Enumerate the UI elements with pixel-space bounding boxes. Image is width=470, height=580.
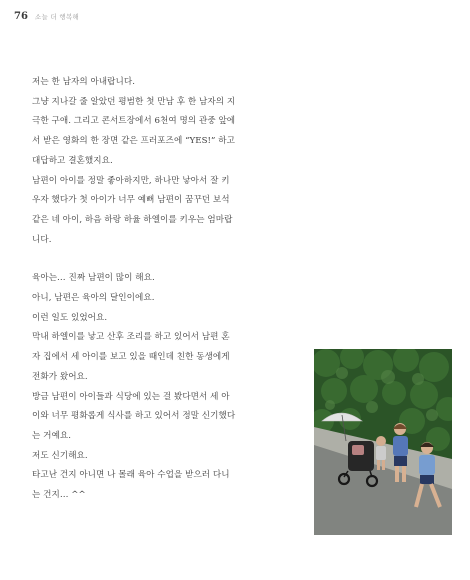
paragraph-parenting [32,269,284,505]
text-line: 이와 너무 평화롭게 식사를 하고 있어서 정말 신기했다 [32,411,236,422]
text-line: 막내 하엘이를 낳고 산후 조리를 하고 있어서 남편 혼 [32,332,230,343]
paragraph-intro [32,73,284,250]
text-line: 대답하고 결혼했지요. [32,155,113,166]
text-line: 극한 구애. 그리고 콘서트장에서 6천여 명의 관중 앞에 [32,116,236,127]
text-line: 전화가 왔어요. [32,371,88,382]
text-line: 저는 한 남자의 아내랍니다. [32,77,135,87]
text-line: 는 거예요. [32,430,71,441]
text-line: 방금 남편이 아이들과 식당에 있는 걸 봤다면서 세 아 [32,391,230,402]
body-text [32,73,284,525]
text-line: 남편이 아이를 정말 좋아하지만, 하나만 낳아서 잘 키 [32,175,230,186]
text-line: 타고난 건지 아니면 나 몰래 육아 수업을 받으러 다니 [32,470,230,481]
book-title: 소늘 더 행복해 [34,13,80,21]
text-line: 이런 일도 있었어요. [32,312,108,323]
text-line: 는 건지… ^^ [32,490,86,501]
text-line: 자 집에서 세 아이를 보고 있을 때인데 친한 동생에게 [32,352,230,363]
text-line: 니다. [32,234,52,245]
text-line: 그냥 지나갈 줄 알았던 평범한 첫 만남 후 한 남자의 지 [32,96,236,107]
family-photo [314,349,452,535]
text-line: 서 받은 영화의 한 장면 같은 프러포즈에 “YES!” 하고 [32,136,235,147]
photo-illustration [314,349,452,535]
text-line: 아니, 남편은 육아의 달인이에요. [32,293,155,304]
text-line: 우자 했다가 첫 아이가 너무 예뻐 남편이 꿈꾸던 보석 [32,195,230,206]
page-number: 76 [14,11,28,22]
text-line: 저도 신기해요. [32,450,88,461]
text-line: 육아는… 진짜 남편이 많이 해요. [32,273,155,284]
text-line: 같은 네 아이, 하음 하랑 하율 하엘이를 키우는 엄마랍 [32,214,233,225]
page-header [14,11,79,22]
